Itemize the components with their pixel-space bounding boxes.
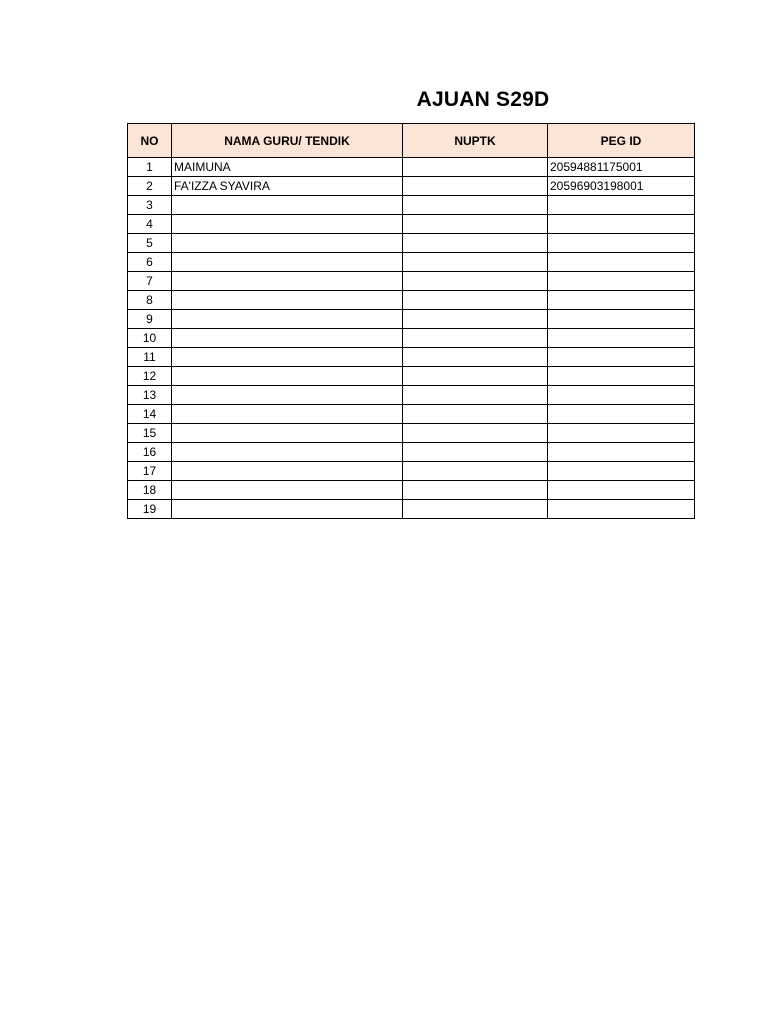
cell-nuptk bbox=[403, 367, 548, 386]
cell-no: 5 bbox=[128, 234, 172, 253]
cell-peg-id bbox=[548, 310, 695, 329]
table-header bbox=[128, 124, 695, 158]
cell-nuptk bbox=[403, 253, 548, 272]
cell-no: 8 bbox=[128, 291, 172, 310]
cell-nuptk bbox=[403, 272, 548, 291]
cell-no: 12 bbox=[128, 367, 172, 386]
cell-nuptk bbox=[403, 196, 548, 215]
cell-peg-id: 20594881175001 bbox=[548, 158, 695, 177]
teacher-table bbox=[127, 123, 695, 519]
cell-no: 4 bbox=[128, 215, 172, 234]
cell-nuptk bbox=[403, 500, 548, 519]
cell-peg-id bbox=[548, 500, 695, 519]
cell-nuptk bbox=[403, 158, 548, 177]
cell-nuptk bbox=[403, 234, 548, 253]
cell-peg-id bbox=[548, 405, 695, 424]
cell-no: 18 bbox=[128, 481, 172, 500]
table-row bbox=[128, 158, 695, 177]
cell-no: 6 bbox=[128, 253, 172, 272]
table-row bbox=[128, 405, 695, 424]
cell-name bbox=[172, 424, 403, 443]
cell-peg-id bbox=[548, 253, 695, 272]
cell-name bbox=[172, 481, 403, 500]
cell-nuptk bbox=[403, 481, 548, 500]
table-body bbox=[128, 158, 695, 519]
page-title: AJUAN S29D bbox=[416, 88, 550, 111]
cell-nuptk bbox=[403, 443, 548, 462]
cell-name: MAIMUNA bbox=[172, 158, 403, 177]
cell-no: 7 bbox=[128, 272, 172, 291]
cell-no: 17 bbox=[128, 462, 172, 481]
cell-peg-id bbox=[548, 234, 695, 253]
cell-no: 13 bbox=[128, 386, 172, 405]
cell-peg-id bbox=[548, 272, 695, 291]
cell-name bbox=[172, 462, 403, 481]
cell-nuptk bbox=[403, 424, 548, 443]
table-row bbox=[128, 196, 695, 215]
table-row bbox=[128, 215, 695, 234]
table-row bbox=[128, 329, 695, 348]
cell-peg-id bbox=[548, 367, 695, 386]
table-row bbox=[128, 234, 695, 253]
cell-name bbox=[172, 253, 403, 272]
cell-no: 3 bbox=[128, 196, 172, 215]
cell-name bbox=[172, 310, 403, 329]
table-row bbox=[128, 462, 695, 481]
cell-name bbox=[172, 291, 403, 310]
cell-name bbox=[172, 500, 403, 519]
cell-no: 1 bbox=[128, 158, 172, 177]
cell-nuptk bbox=[403, 348, 548, 367]
cell-name bbox=[172, 405, 403, 424]
cell-no: 19 bbox=[128, 500, 172, 519]
cell-peg-id bbox=[548, 481, 695, 500]
cell-peg-id: 20596903198001 bbox=[548, 177, 695, 196]
cell-name bbox=[172, 272, 403, 291]
table-row bbox=[128, 253, 695, 272]
cell-nuptk bbox=[403, 329, 548, 348]
cell-nuptk bbox=[403, 405, 548, 424]
cell-nuptk bbox=[403, 177, 548, 196]
cell-name: FA'IZZA SYAVIRA bbox=[172, 177, 403, 196]
table-row bbox=[128, 177, 695, 196]
cell-name bbox=[172, 367, 403, 386]
table-row bbox=[128, 424, 695, 443]
cell-no: 2 bbox=[128, 177, 172, 196]
table-row bbox=[128, 310, 695, 329]
header-row bbox=[128, 124, 695, 158]
cell-peg-id bbox=[548, 215, 695, 234]
cell-name bbox=[172, 215, 403, 234]
cell-no: 9 bbox=[128, 310, 172, 329]
table-row bbox=[128, 367, 695, 386]
table-row bbox=[128, 291, 695, 310]
cell-name bbox=[172, 443, 403, 462]
cell-peg-id bbox=[548, 291, 695, 310]
table-row bbox=[128, 443, 695, 462]
cell-peg-id bbox=[548, 424, 695, 443]
cell-no: 11 bbox=[128, 348, 172, 367]
cell-nuptk bbox=[403, 462, 548, 481]
cell-peg-id bbox=[548, 443, 695, 462]
header-no: NO bbox=[128, 124, 172, 158]
cell-name bbox=[172, 196, 403, 215]
cell-peg-id bbox=[548, 196, 695, 215]
cell-no: 14 bbox=[128, 405, 172, 424]
table-row bbox=[128, 386, 695, 405]
header-peg-id: PEG ID bbox=[548, 124, 695, 158]
cell-name bbox=[172, 329, 403, 348]
cell-nuptk bbox=[403, 291, 548, 310]
cell-name bbox=[172, 386, 403, 405]
cell-peg-id bbox=[548, 329, 695, 348]
cell-no: 15 bbox=[128, 424, 172, 443]
cell-peg-id bbox=[548, 348, 695, 367]
cell-nuptk bbox=[403, 386, 548, 405]
cell-nuptk bbox=[403, 310, 548, 329]
cell-peg-id bbox=[548, 386, 695, 405]
table-row bbox=[128, 272, 695, 291]
cell-no: 16 bbox=[128, 443, 172, 462]
header-name: NAMA GURU/ TENDIK bbox=[172, 124, 403, 158]
cell-name bbox=[172, 348, 403, 367]
table-row bbox=[128, 348, 695, 367]
cell-no: 10 bbox=[128, 329, 172, 348]
cell-name bbox=[172, 234, 403, 253]
cell-nuptk bbox=[403, 215, 548, 234]
cell-peg-id bbox=[548, 462, 695, 481]
table-row bbox=[128, 500, 695, 519]
header-nuptk: NUPTK bbox=[403, 124, 548, 158]
table-row bbox=[128, 481, 695, 500]
